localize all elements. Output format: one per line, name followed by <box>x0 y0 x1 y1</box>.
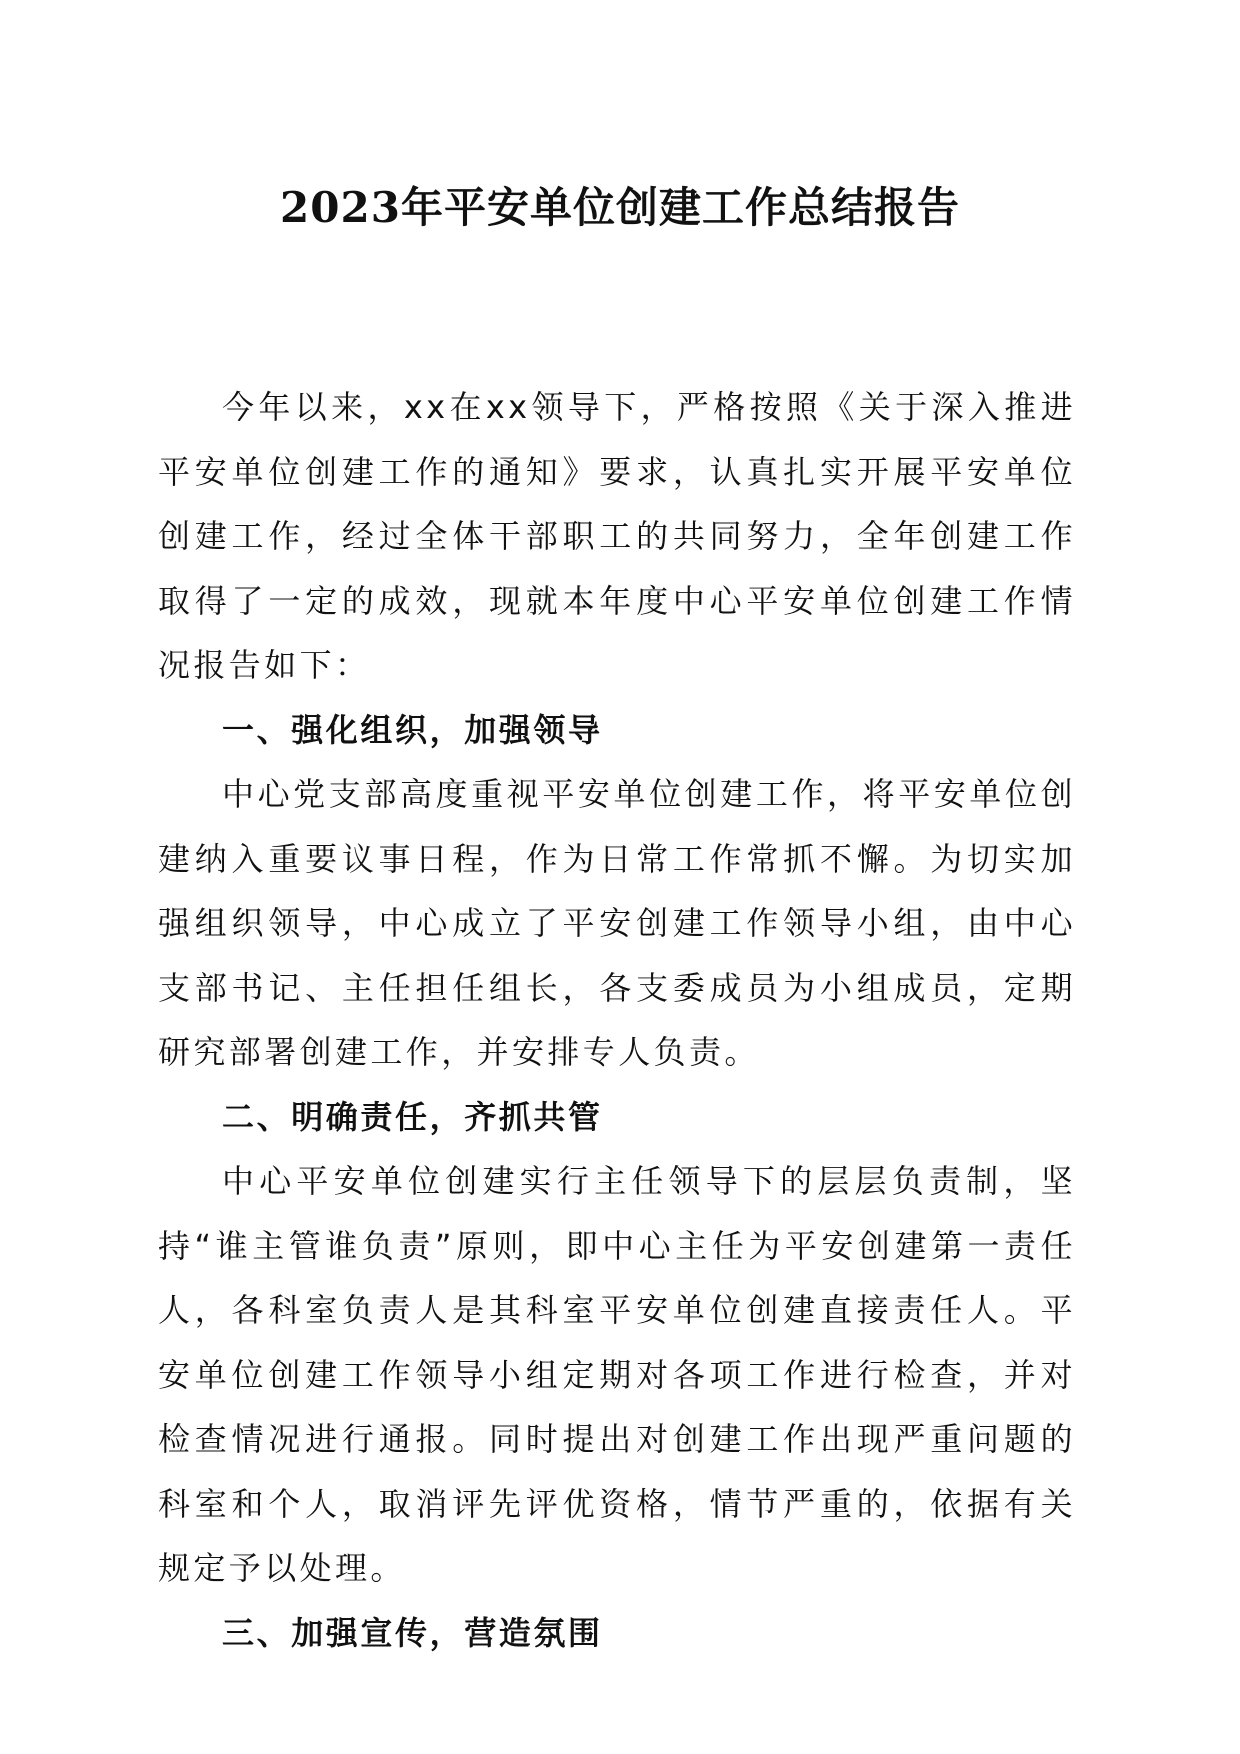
section-2-paragraph: 中心平安单位创建实行主任领导下的层层负责制，坚持“谁主管谁负责”原则，即中心主任为平安创建第一责任人，各科室负责人是其科室平安单位创建直接责任人。平安单位创建工作领导小组定期对各项工作进行检查，并对检查情况进行通报。同时提出对创建工作出现严重问题的科室和个人，取消评先评优资格，情节严重的，依据有关规定予以处理。 <box>158 1162 1076 1587</box>
section-3-heading: 三、加强宣传，营造氛围 <box>222 1613 603 1652</box>
document-title: 2023年平安单位创建工作总结报告 <box>280 183 960 232</box>
document-body <box>158 375 1076 1665</box>
section-1-paragraph: 中心党支部高度重视平安单位创建工作，将平安单位创建纳入重要议事日程，作为日常工作常抓不懈。为切实加强组织领导，中心成立了平安创建工作领导小组，由中心支部书记、主任担任组长，各支委成员为小组成员，定期研究部署创建工作，并安排专人负责。 <box>158 775 1076 1071</box>
intro-paragraph: 今年以来，xx在xx领导下，严格按照《关于深入推进平安单位创建工作的通知》要求，认真扎实开展平安单位创建工作，经过全体干部职工的共同努力，全年创建工作取得了一定的成效，现就本年度中心平安单位创建工作情况报告如下： <box>158 388 1076 684</box>
section-2-heading: 二、明确责任，齐抓共管 <box>222 1097 603 1136</box>
section-1-heading: 一、强化组织，加强领导 <box>222 710 603 749</box>
